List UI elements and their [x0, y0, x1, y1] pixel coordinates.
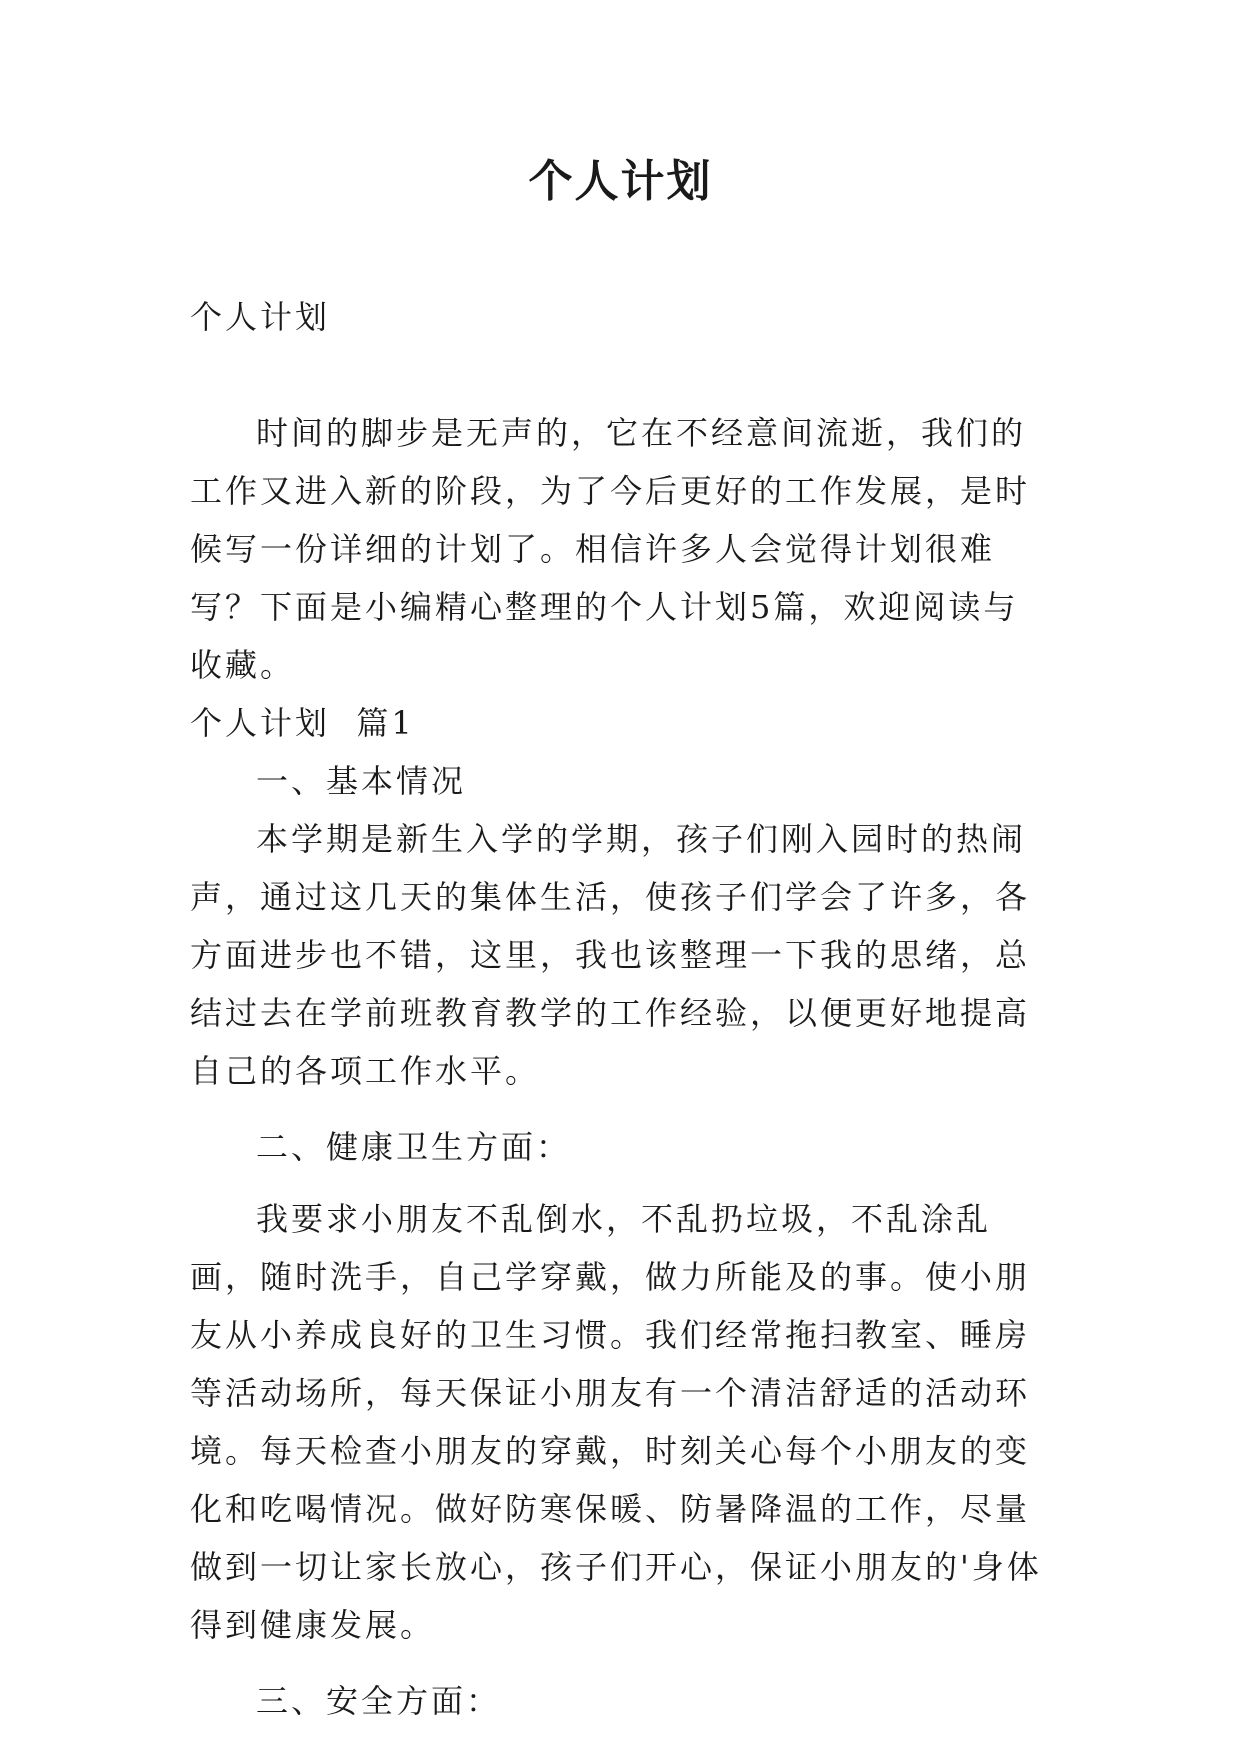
section-heading-safety: 三、安全方面： — [256, 1682, 502, 1720]
section-paragraph-health: 我要求小朋友不乱倒水，不乱扔垃圾，不乱涂乱画，随时洗手，自己学穿戴，做力所能及的事。使小朋友从小养成良好的卫生习惯。我们经常拖扫教室、睡房等活动场所，每天保证小朋友有一个清洁舒适的活动环境。每天检查小朋友的穿戴，时刻关心每个小朋友的变化和吃喝情况。做好防寒保暖、防暑降温的工作，尽量做到一切让家长放心，孩子们开心，保证小朋友的'身体得到健康发展。 — [190, 1200, 1042, 1644]
intro-paragraph: 时间的脚步是无声的，它在不经意间流逝，我们的工作又进入新的阶段，为了今后更好的工作发展，是时候写一份详细的计划了。相信许多人会觉得计划很难写？下面是小编精心整理的个人计划5篇，欢迎阅读与收藏。 — [190, 414, 1031, 684]
section-heading-basic: 一、基本情况 — [256, 762, 467, 800]
article-heading: 个人计划 篇1 — [190, 704, 415, 742]
section-heading-health: 二、健康卫生方面： — [256, 1128, 572, 1166]
document-title: 个人计划 — [528, 156, 713, 207]
document-subtitle: 个人计划 — [190, 298, 331, 336]
section-paragraph-basic: 本学期是新生入学的学期，孩子们刚入园时的热闹声，通过这几天的集体生活，使孩子们学会了许多，各方面进步也不错，这里，我也该整理一下我的思绪，总结过去在学前班教育教学的工作经验，以便更好地提高自己的各项工作水平。 — [190, 820, 1031, 1090]
document-body — [190, 288, 1050, 1730]
